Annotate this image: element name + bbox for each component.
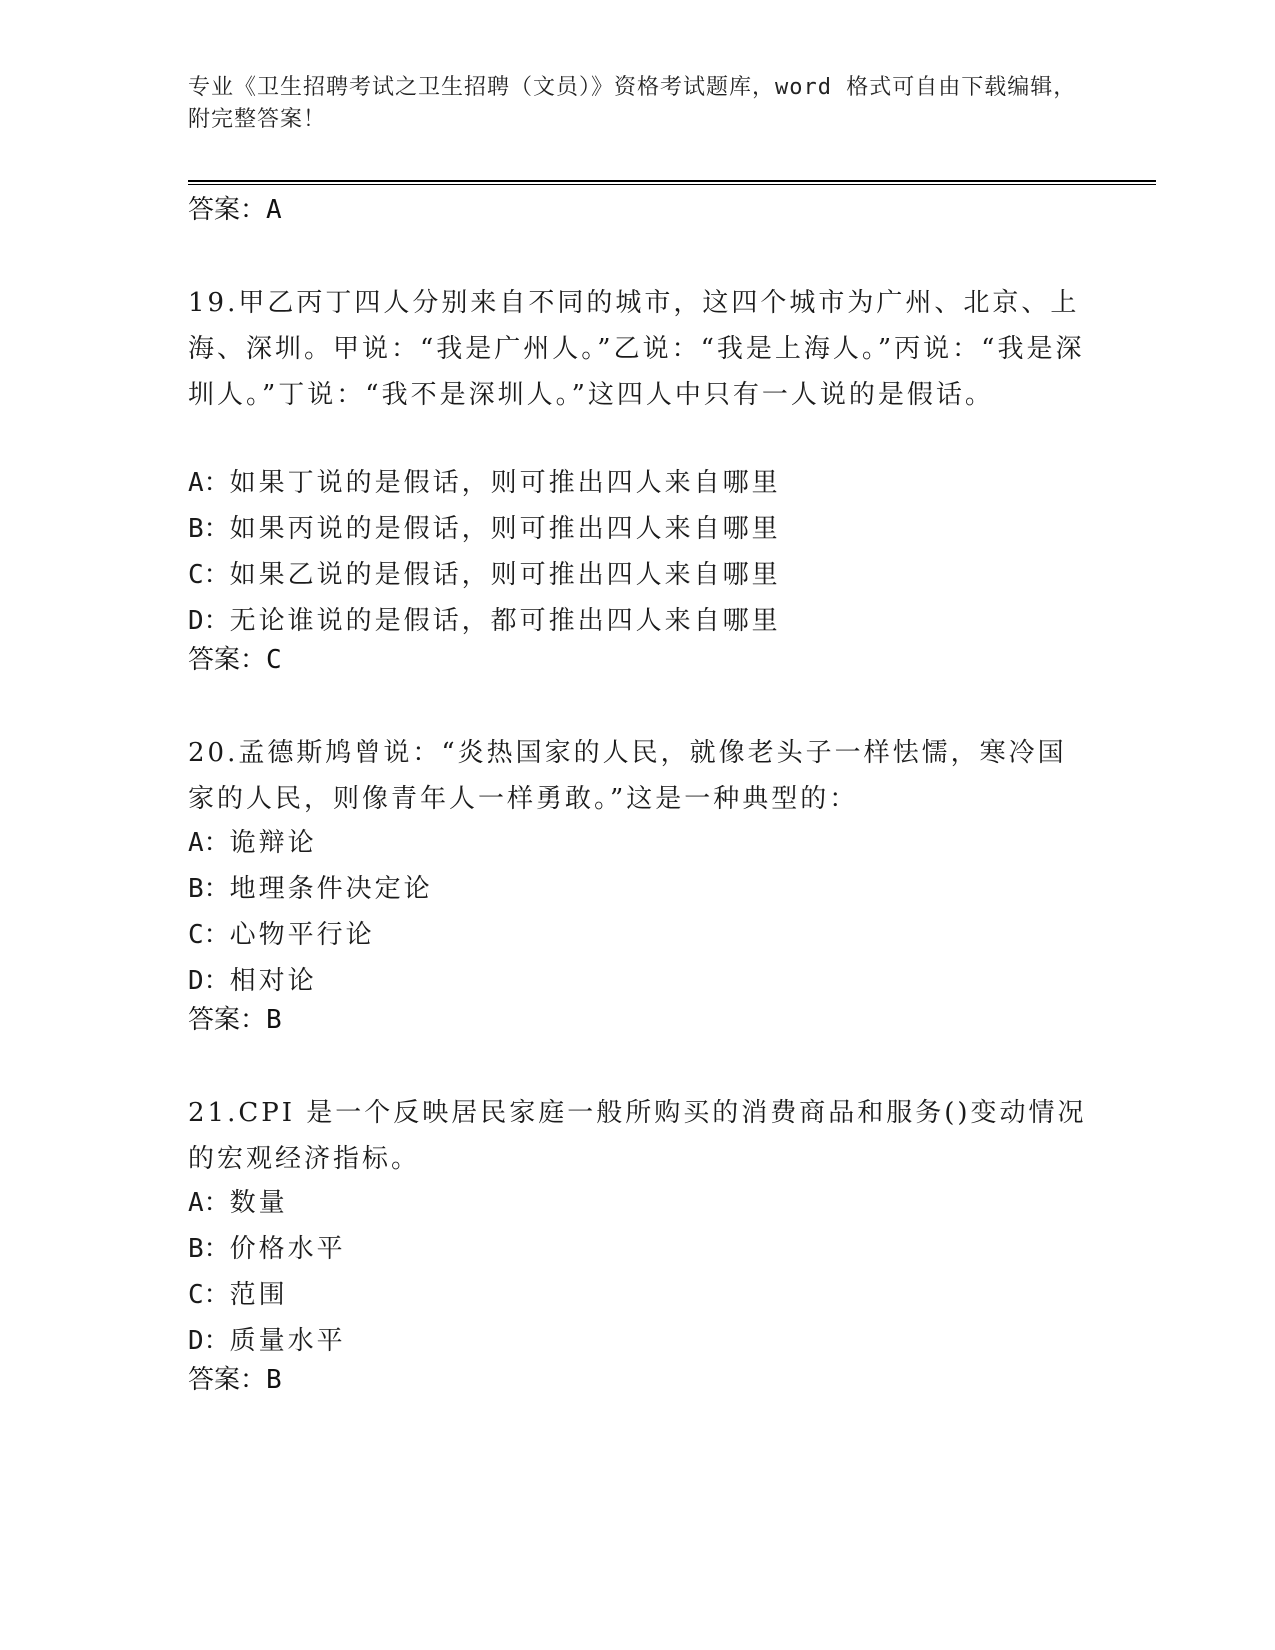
option-text: 诡辩论 bbox=[229, 828, 317, 858]
option-text: 如果丙说的是假话，则可推出四人来自哪里 bbox=[229, 514, 781, 544]
option-key: C： bbox=[188, 560, 230, 590]
option-item bbox=[188, 958, 1088, 1004]
option-list bbox=[188, 460, 1088, 644]
answer-label: 答案： bbox=[188, 1365, 267, 1395]
option-text: 价格水平 bbox=[229, 1234, 346, 1264]
option-text: 如果乙说的是假话，则可推出四人来自哪里 bbox=[229, 560, 781, 590]
header-divider bbox=[188, 180, 1156, 182]
question-stem: 21.CPI 是一个反映居民家庭一般所购买的消费商品和服务()变动情况的宏观经济指标。 bbox=[188, 1098, 1087, 1174]
option-item bbox=[188, 552, 1088, 598]
option-key: B： bbox=[188, 1234, 230, 1264]
option-item bbox=[188, 598, 1088, 644]
option-text: 范围 bbox=[229, 1280, 288, 1310]
answer-value: A bbox=[266, 195, 282, 225]
option-list bbox=[188, 820, 1088, 1004]
answer-line bbox=[188, 1002, 282, 1038]
option-item bbox=[188, 506, 1088, 552]
option-text: 无论谁说的是假话，都可推出四人来自哪里 bbox=[229, 606, 781, 636]
answer-label: 答案： bbox=[188, 195, 267, 225]
option-item bbox=[188, 1272, 1088, 1318]
option-item bbox=[188, 912, 1088, 958]
option-key: D： bbox=[188, 966, 230, 996]
answer-value: B bbox=[266, 1005, 282, 1035]
question-stem: 20.孟德斯鸠曾说：“炎热国家的人民，就像老头子一样怯懦，寒冷国家的人民，则像青年人一样勇敢。”这是一种典型的： bbox=[188, 738, 1067, 814]
question-stem: 19.甲乙丙丁四人分别来自不同的城市，这四个城市为广州、北京、上海、深圳。甲说：“我是广州人。”乙说：“我是上海人。”丙说：“我是深圳人。”丁说：“我不是深圳人。”这四人中只有一人说的是假话。 bbox=[188, 288, 1085, 410]
answer-value: B bbox=[266, 1365, 282, 1395]
option-item bbox=[188, 1226, 1088, 1272]
header-divider-thin bbox=[188, 184, 1156, 185]
answer-label: 答案： bbox=[188, 1005, 267, 1035]
answer-label: 答案： bbox=[188, 645, 267, 675]
answer-line bbox=[188, 1362, 282, 1398]
option-key: C： bbox=[188, 920, 230, 950]
option-key: A： bbox=[188, 468, 230, 498]
option-text: 质量水平 bbox=[229, 1326, 346, 1356]
option-item bbox=[188, 1180, 1088, 1226]
option-item bbox=[188, 460, 1088, 506]
option-key: A： bbox=[188, 1188, 230, 1218]
answer-line bbox=[188, 642, 282, 678]
option-item bbox=[188, 820, 1088, 866]
option-key: B： bbox=[188, 874, 230, 904]
option-key: D： bbox=[188, 606, 230, 636]
option-key: B： bbox=[188, 514, 230, 544]
answer-line bbox=[188, 192, 282, 228]
option-key: A： bbox=[188, 828, 230, 858]
option-text: 如果丁说的是假话，则可推出四人来自哪里 bbox=[229, 468, 781, 498]
option-text: 地理条件决定论 bbox=[229, 874, 433, 904]
answer-value: C bbox=[266, 645, 282, 675]
option-text: 相对论 bbox=[229, 966, 317, 996]
option-text: 心物平行论 bbox=[229, 920, 375, 950]
option-item bbox=[188, 1318, 1088, 1364]
option-text: 数量 bbox=[229, 1188, 288, 1218]
option-key: D： bbox=[188, 1326, 230, 1356]
option-item bbox=[188, 866, 1088, 912]
option-list bbox=[188, 1180, 1088, 1364]
option-key: C： bbox=[188, 1280, 230, 1310]
document-header: 专业《卫生招聘考试之卫生招聘（文员）》资格考试题库，word 格式可自由下载编辑，附完整答案！ bbox=[188, 75, 1077, 132]
